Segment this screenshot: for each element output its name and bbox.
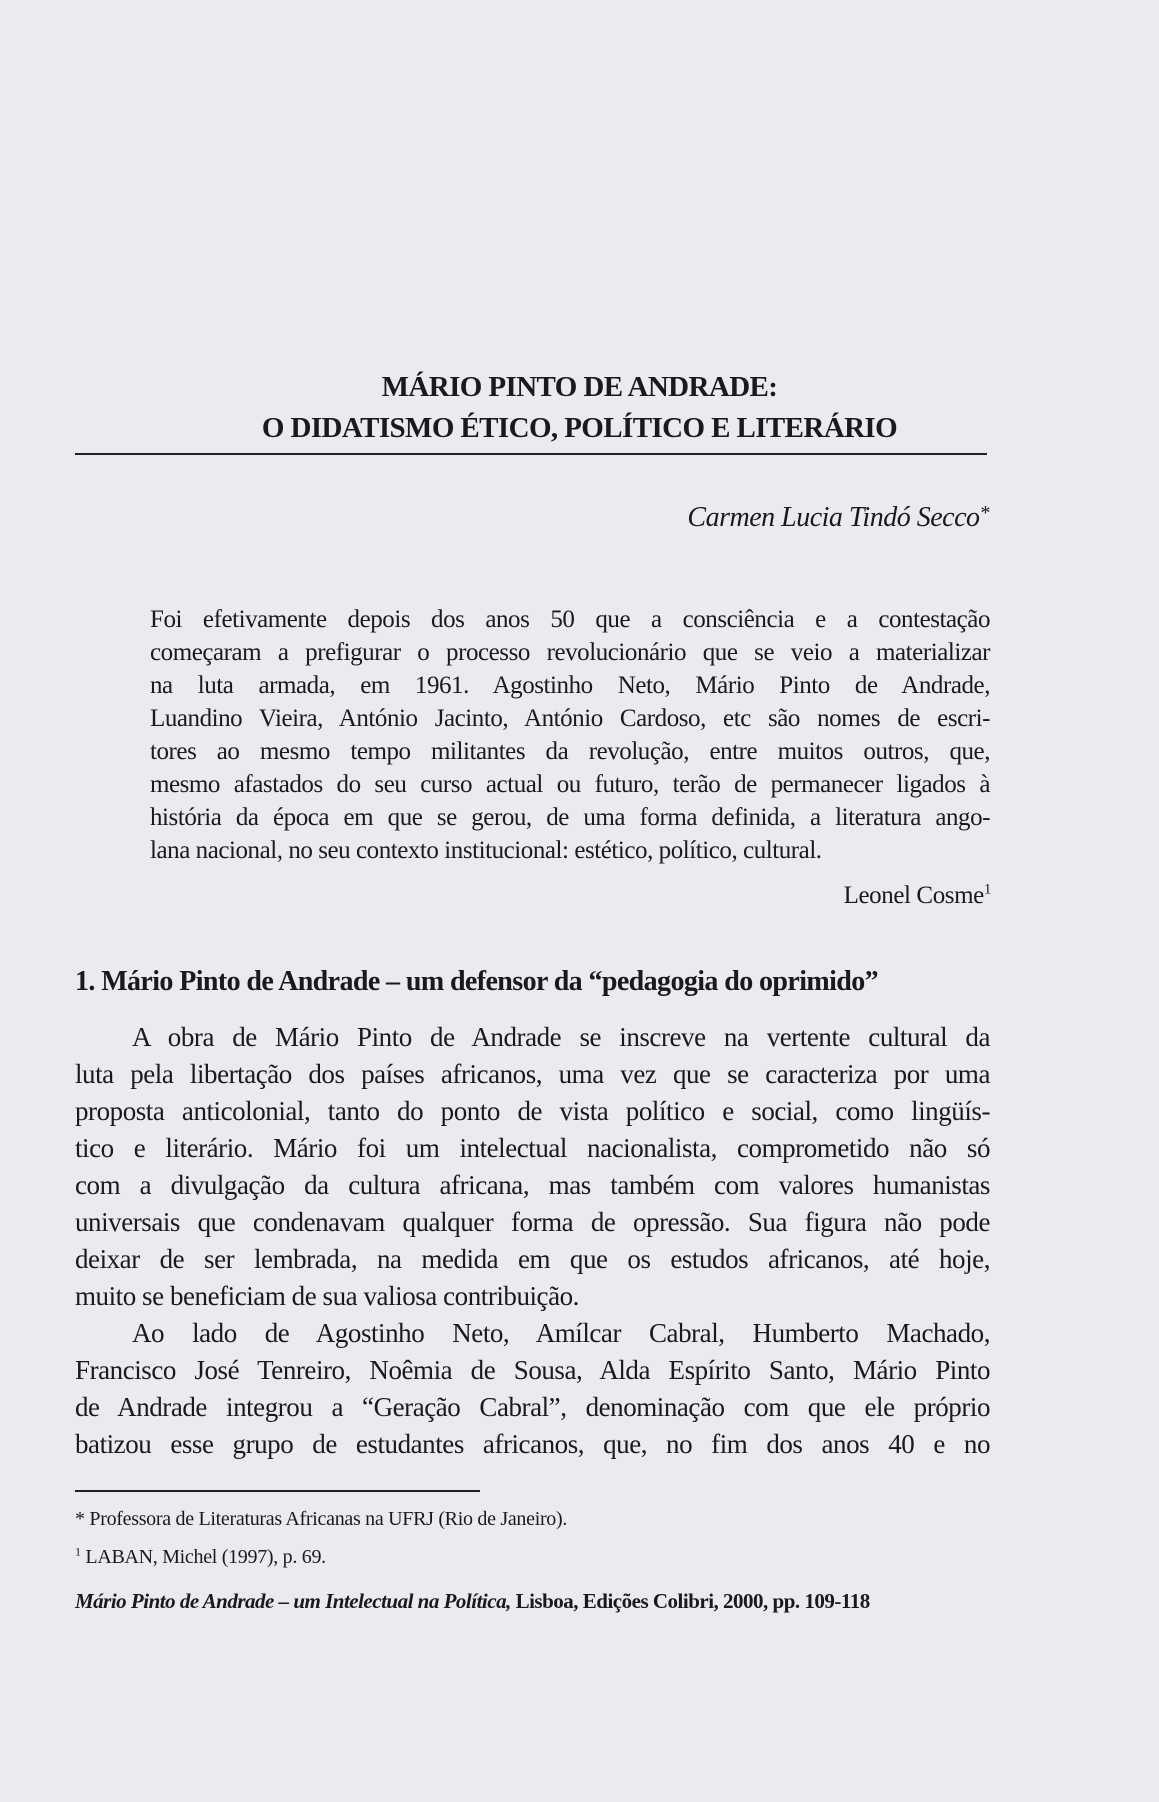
footnote-author: * Professora de Literaturas Africanas na UFRJ (Rio de Janeiro). — [75, 1508, 568, 1530]
epigraph-attribution — [844, 882, 991, 910]
body-line: muito se beneficiam de sua valiosa contribuição. — [75, 1281, 579, 1311]
epigraph-line: Luandino Vieira, António Jacinto, António Cardoso, etc são nomes de escri- — [150, 705, 990, 732]
citation-publisher: Lisboa, Edições Colibri, 2000, pp. 109-118 — [510, 1589, 870, 1613]
body-line: deixar de ser lembrada, na medida em que os estudos africanos, até hoje, — [75, 1244, 990, 1274]
attribution-text: Leonel Cosme — [843, 882, 984, 909]
body-line: tico e literário. Mário foi um intelectual nacionalista, comprometido não só — [75, 1133, 990, 1163]
epigraph-line: tores ao mesmo tempo militantes da revolução, entre muitos outros, que, — [150, 738, 990, 765]
footnote-1-text: LABAN, Michel (1997), p. 69. — [80, 1546, 326, 1568]
epigraph-line: história da época em que se gerou, de uma forma definida, a literatura ango- — [150, 804, 990, 831]
article-title-line-1: MÁRIO PINTO DE ANDRADE: — [381, 371, 778, 403]
epigraph-line: começaram a prefigurar o processo revolucionário que se veio a materializar — [150, 639, 990, 666]
footnote-1 — [75, 1546, 326, 1569]
source-citation — [75, 1589, 870, 1614]
epigraph-line: lana nacional, no seu contexto institucional: estético, político, cultural. — [150, 837, 822, 864]
footnote-rule — [75, 1490, 480, 1492]
author-text: Carmen Lucia Tindó Secco — [687, 502, 980, 533]
body-line: com a divulgação da cultura africana, mas também com valores humanistas — [75, 1170, 990, 1200]
footnote-1-mark: 1 — [75, 1544, 81, 1559]
citation-book-title: Mário Pinto de Andrade – um Intelectual na Política, — [75, 1589, 511, 1613]
body-line: luta pela libertação dos países africanos, uma vez que se caracteriza por uma — [75, 1059, 990, 1089]
section-heading: 1. Mário Pinto de Andrade – um defensor da “pedagogia do oprimido” — [75, 966, 879, 997]
epigraph-line: na luta armada, em 1961. Agostinho Neto, Mário Pinto de Andrade, — [150, 672, 990, 699]
epigraph-line: Foi efetivamente depois dos anos 50 que a consciência e a contestação — [150, 606, 990, 633]
body-line: proposta anticolonial, tanto do ponto de vista político e social, como lingüís- — [75, 1096, 990, 1126]
body-line: A obra de Mário Pinto de Andrade se inscreve na vertente cultural da — [132, 1022, 990, 1052]
body-line: Francisco José Tenreiro, Noêmia de Sousa, Alda Espírito Santo, Mário Pinto — [75, 1355, 990, 1385]
body-line: Ao lado de Agostinho Neto, Amílcar Cabral, Humberto Machado, — [132, 1318, 990, 1348]
epigraph-line: mesmo afastados do seu curso actual ou futuro, terão de permanecer ligados à — [150, 771, 990, 798]
body-line: batizou esse grupo de estudantes africanos, que, no fim dos anos 40 e no — [75, 1429, 990, 1459]
author-footnote-mark: * — [979, 502, 989, 524]
author-name — [687, 502, 989, 534]
article-title-line-2: O DIDATISMO ÉTICO, POLÍTICO E LITERÁRIO — [261, 412, 898, 444]
footnote-ref-1: 1 — [983, 881, 991, 898]
title-rule — [75, 453, 987, 455]
body-line: de Andrade integrou a “Geração Cabral”, denominação com que ele próprio — [75, 1392, 990, 1422]
body-line: universais que condenavam qualquer forma de opressão. Sua figura não pode — [75, 1207, 990, 1237]
